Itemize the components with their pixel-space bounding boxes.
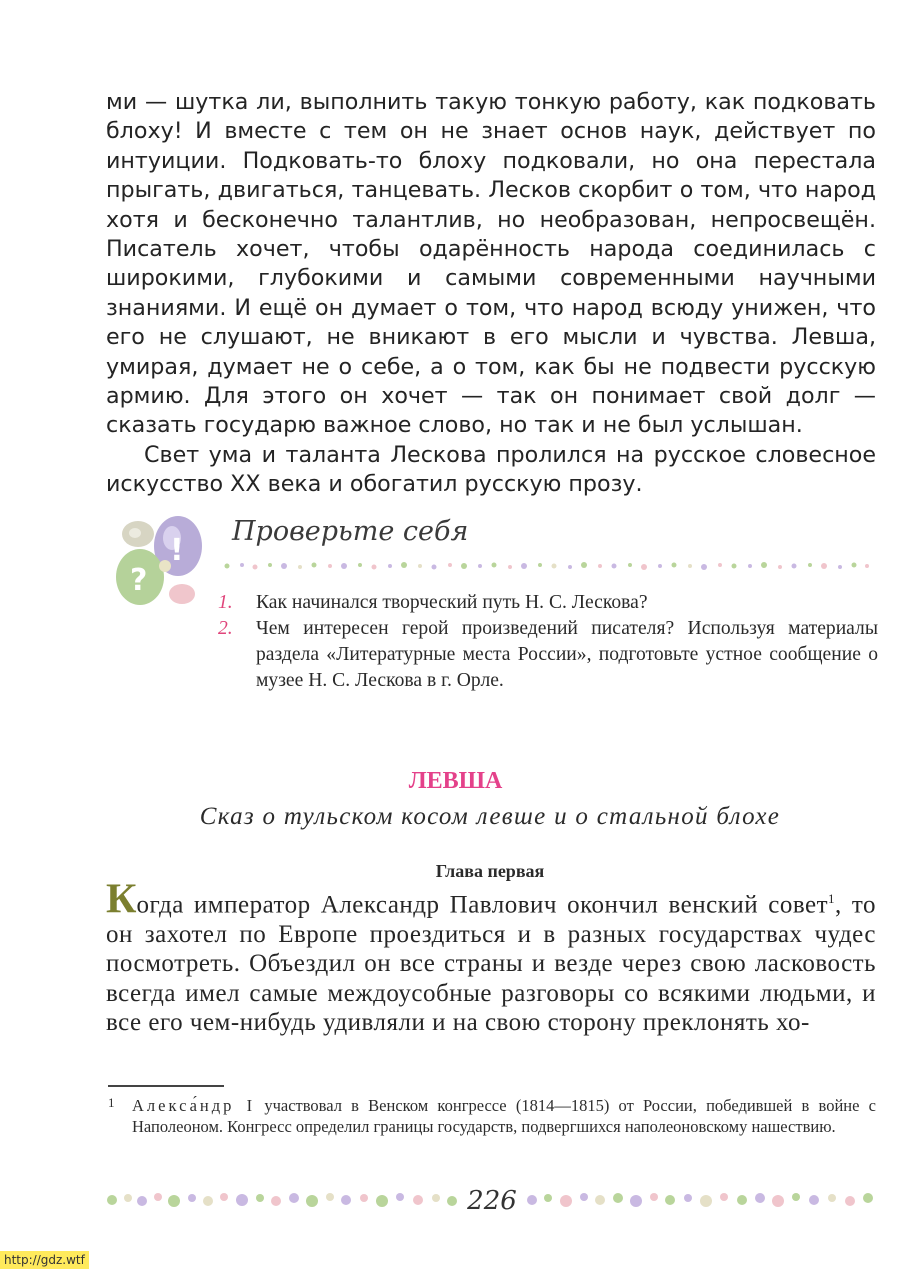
drop-cap: К [106, 876, 137, 923]
story-title: ЛЕВША [408, 768, 503, 794]
question-number: 1. [218, 592, 233, 613]
question-bubbles-icon [110, 512, 220, 622]
footnote-divider [108, 1085, 224, 1087]
story-text-part-1: огда император Александр Павлович окончил венский совет [136, 891, 828, 919]
chapter-heading: Глава первая [435, 861, 545, 881]
footnote-text: участвовал в Венском конгрессе (1814—1815) от России, победившей в войне с Наполеоном. Конгресс определил границы государств, подвергшихся наполеоновскому нашествию. [132, 1096, 876, 1136]
watermark-link[interactable]: http://gdz.wtf [0, 1251, 89, 1269]
footnote-reference: 1 [828, 891, 835, 906]
question-list [218, 590, 878, 694]
question-item [218, 590, 878, 616]
story-subtitle: Сказ о тульском косом левше и о стальной блохе [199, 803, 781, 830]
question-mark: ? [130, 563, 148, 598]
question-text: Как начинался творческий путь Н. С. Лескова? [256, 592, 648, 613]
intro-paragraph-2: Свет ума и таланта Лескова пролился на русское словесное искусство XX века и обогатил русскую прозу. [106, 441, 876, 498]
intro-paragraph-1: ми — шутка ли, выполнить такую тонкую работу, как подковать блоху! И вместе с тем он не знает основ наук, действует по интуиции. Подковать-то блоху подковали, но она перестала прыгать, двигаться, танцевать. Лесков скорбит о том, что народ хотя и бесконечно талантлив, но необразован, непросвещён. Писатель хочет, чтобы одарённость народа соединилась с широкими, глубокими и самыми современными научными знаниями. И ещё он думает о том, что народ всюду унижен, что его не слушают, не вникают в его мысли и чувства. Левша, умирая, думает не о себе, а о том, как бы не подвести русскую армию. Для этого он хочет — так он понимает свой долг — сказать государю важное слово, но так и не был услышан. [106, 89, 876, 439]
check-yourself-title: Проверьте себя [232, 516, 469, 547]
page-number: 226 [460, 1186, 524, 1216]
dotted-divider [222, 560, 872, 572]
question-number: 2. [218, 618, 233, 639]
question-item [218, 616, 878, 694]
footnote-number: 1 [108, 1095, 115, 1110]
question-text: Чем интересен герой произведений писателя? Используя материалы раздела «Литературные места России», подготовьте устное сообщение о музее Н. С. Лескова в г. Орле. [256, 618, 878, 691]
exclamation-mark: ! [170, 533, 184, 568]
footnote-name: Алекса́ндр I [132, 1096, 256, 1115]
footnote [108, 1095, 876, 1137]
story-text-part-2: , то он захотел по Европе проездиться и в разных государствах чудес посмотреть. Объездил он все страны и везде через свою ласковость всегда имел самые междоусобные разговоры со всякими людьми, и все его чем-нибудь удивляли и на свою сторону преклонять хо- [106, 891, 876, 1036]
intro-text [106, 88, 876, 500]
story-text [106, 876, 876, 1037]
